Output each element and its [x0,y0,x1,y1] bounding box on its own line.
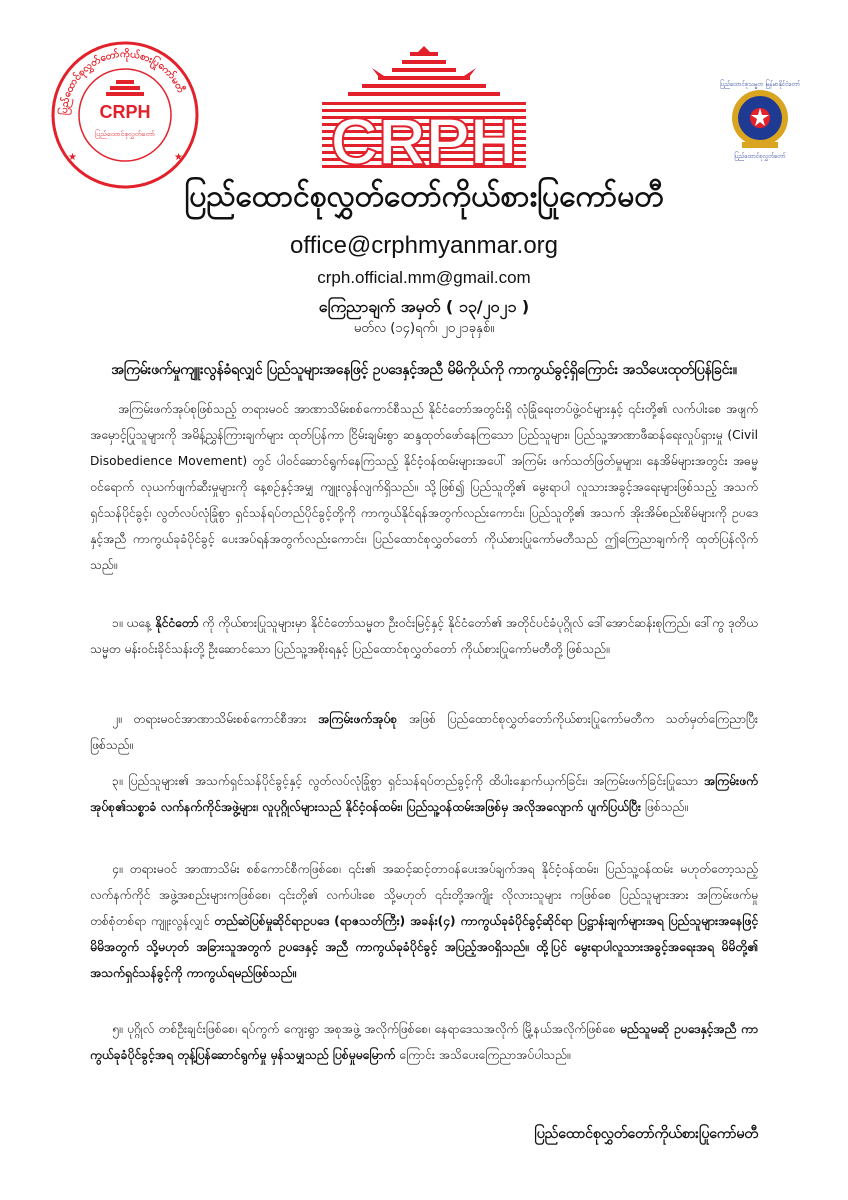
paragraph-3-bold: အကြမ်းဖက်အုပ်စု၏သစ္စာခံ လက်နက်ကိုင်အဖွဲ့များ၊ လူပုဂ္ဂိုလ်များသည် နိုင်ငံ့ဝန်ထမ်း၊ ပြည်သူ့ဝန်ထမ်းအဖြစ်မှ အလိုအလျောက် ပျက်ပြယ်ပြီး [90,774,758,814]
paragraph-4 [90,856,758,986]
emblem-graphic [712,78,808,162]
paragraph-5-bold: မည်သူမဆို ဥပဒေနှင့်အညီ ကာကွယ်ခုခံပိုင်ခွင့်အရ တုန့်ပြန်ဆောင်ရွက်မှု မှန်သမျှသည် ပြစ်မှုမမြောက် [90,1022,758,1062]
signature-block: ပြည်ထောင်စုလွှတ်တော်ကိုယ်စားပြုကော်မတီ [534,1126,758,1142]
paragraph-1-bold: နိုင်ငံတော် [155,616,199,630]
paragraph-4-bold: တည်ဆဲပြစ်မှုဆိုင်ရာဥပဒေ (ရာဇသတ်ကြီး) အခန်း(၄) ကာကွယ်ခုခံပိုင်ခွင့်ဆိုင်ရာ ပြဋ္ဌာန်းချက်များအရ ပြည်သူများအနေဖြင့် မိမိအတွက် သို့မဟုတ် အခြားသူအတွက် ဥပဒေနှင့် အညီ ကာကွယ်ခုခံပိုင်ခွင့် အပြည့်အဝရှိသည်။ ထို့ပြင် မွေးရာပါလူသားအခွင့်အရေးအရ မိမိတို့၏ အသက်ရှင်သန်ခွင့်ကို ကာကွယ်ရမည်ဖြစ်သည်။ [90,914,758,980]
svg-text:★: ★ [174,152,183,163]
committee-seal [50,40,200,190]
notice-number: ကြေညာချက် အမှတ် ( ၁၃/၂၀၂၁ ) [318,297,530,316]
paragraph-2 [90,706,758,758]
primary-email[interactable]: office@crphmyanmar.org [289,232,559,259]
emblem-bottom-text: ပြည်ထောင်စုလွှတ်တော် [734,153,786,160]
paragraph-1 [90,610,758,662]
organization-name: ပြည်ထောင်စုလွှတ်တော်ကိုယ်စားပြုကော်မတီ [184,179,664,214]
paragraph-1-part-a: ၁။ ယနေ့ [112,616,156,630]
paragraph-1-part-c: ကို ကိုယ်စားပြုသူများမှာ နိုင်ငံတော်သမ္မတ ဦးဝင်းမြင့်နှင့် နိုင်ငံတော်၏ အတိုင်ပင်ခံပုဂ္ဂိုလ် ဒေါ်အောင်ဆန်းစုကြည်၊ ဒေါ်ကွ ဒုတိယသမ္မတ မန်းဝင်းခိုင်သန်းတို့ ဦးဆောင်သော ပြည်သူ့အစိုးရနှင့် ပြည်ထောင်စုလွှတ်တော် ကိုယ်စားပြုကော်မတီတို့ ဖြစ်သည်။ [90,616,758,656]
paragraph-3-part-a: ၃။ ပြည်သူများ၏ အသက်ရှင်သန်ပိုင်ခွင့်နှင့် လွတ်လပ်လုံခြုံစွာ ရှင်သန်ရပ်တည်ခွင့်ကို ထိပါးနှောက်ယှက်ခြင်း၊ အကြမ်းဖက်ခြင်းပြုသော [112,774,704,788]
paragraph-5 [90,1016,758,1068]
parliament-emblem [712,78,808,162]
paragraph-2-part-c: အဖြစ် ပြည်ထောင်စုလွှတ်တော်ကိုယ်စားပြုကော်မတီက သတ်မှတ်ကြေညာပြီး ဖြစ်သည်။ [90,712,759,752]
crph-logo-text: CRPH [330,104,518,174]
seal-logo-text: CRPH [99,102,151,122]
emblem-top-text: ပြည်ထောင်စုသမ္မတ မြန်မာနိုင်ငံတော် [719,81,801,88]
seal-small-text: ပြည်ထောင်စုလွှတ်တော် [94,130,156,138]
paragraph-3-part-c: ဖြစ်သည်။ [640,800,688,814]
svg-text:★: ★ [68,152,77,163]
paragraph-5-part-c: ကြောင်း အသိပေးကြေညာအပ်ပါသည်။ [395,1048,571,1062]
seal-graphic [50,40,200,190]
paragraph-2-bold: အကြမ်းဖက်အုပ်စု [318,712,398,726]
notice-date: မတ်လ (၁၄)ရက်၊ ၂၀၂၁ခုနှစ်။ [353,321,495,336]
crph-logo-graphic [318,46,530,174]
notice-headline: အကြမ်းဖက်မှုကျူးလွန်ခံရလျှင် ပြည်သူများအနေဖြင့် ဥပဒေနှင့်အညီ မိမိကိုယ်ကို ကာကွယ်ခွင့်ရှိကြောင်း အသိပေးထုတ်ပြန်ခြင်း။ [111,362,737,378]
paragraph-4-part-a: ၄။ တရားမဝင် အာဏာသိမ်း စစ်ကောင်စီကဖြစ်စေ၊ ၎င်း၏ အဆင့်ဆင့်တာဝန်ပေးအပ်ချက်အရ နိုင်ငံ့ဝန်ထမ်း၊ ပြည်သူ့ဝန်ထမ်း မဟုတ်တော့သည့် လက်နက်ကိုင် အဖွဲ့အစည်းများကဖြစ်စေ၊ ၎င်းတို့၏ လက်ပါးစေ သို့မဟုတ် ၎င်းတို့အကျိုး လိုလားသူများ ကဖြစ်စေ ပြည်သူများအား အကြမ်းဖက်မှု တစ်စုံတစ်ရာ ကျူးလွန်လျှင် [90,862,758,928]
crph-logo [318,46,530,174]
paragraph-2-part-a: ၂။ တရားမဝင်အာဏာသိမ်းစစ်ကောင်စီအား [112,712,319,726]
intro-paragraph: အကြမ်းဖက်အုပ်စုဖြစ်သည့် တရားမဝင် အာဏာသိမ်းစစ်ကောင်စီသည် နိုင်ငံတော်အတွင်းရှိ လုံခြုံရေးတပ်ဖွဲ့ဝင်များနှင့် ၎င်းတို့၏ လက်ပါးစေ အဖျက်အမှောင့်ပြုသူများကို အမိန့်ညွှန်ကြားချက်များ ထုတ်ပြန်ကာ ငြိမ်းချမ်းစွာ ဆန္ဒထုတ်ဖော်နေကြသော ပြည်သူများ၊ ပြည်သူ့အာဏာဖီဆန်ရေးလှုပ်ရှားမှု (Civil Disobedience Movement) တွင် ပါဝင်ဆောင်ရွက်နေကြသည့် နိုင်ငံ့ဝန်ထမ်းများအပေါ် အကြမ်း ဖက်သတ်ဖြတ်မှုများ၊ နေအိမ်များအတွင်း အဓမ္မဝင်ရောက် လုယက်ဖျက်ဆီးမှုများကို နေ့စဉ်နှင့်အမျှ ကျူးလွန်လျက်ရှိသည်။ သို့ဖြစ်၍ ပြည်သူတို့၏ မွေးရာပါ လူသားအခွင့်အရေးများဖြစ်သည့် အသက်ရှင်သန်ပိုင်ခွင့်၊ လွတ်လပ်လုံခြုံစွာ ရှင်သန်ရပ်တည်ပိုင်ခွင့်တို့ကို ကာကွယ်နိုင်ရန်အတွက်လည်းကောင်း၊ ပြည်သူတို့၏ အသက် အိုးအိမ်စည်းစိမ်များကို ဥပဒေနှင့်အညီ ကာကွယ်ခုခံပိုင်ခွင့် ပေးအပ်ရန်အတွက်လည်းကောင်း၊ ပြည်ထောင်စုလွှတ်တော် ကိုယ်စားပြုကော်မတီသည် ဤကြေညာချက်ကို ထုတ်ပြန်လိုက်သည်။ [90,402,758,572]
seal-ring-text: ပြည်ထောင်စုလွှတ်တော်ကိုယ်စားပြုကော်မတီ [58,48,187,116]
paragraph-5-part-a: ၅။ ပုဂ္ဂိုလ် တစ်ဦးချင်းဖြစ်စေ၊ ရပ်ကွက် ကျေးရွာ အစုအဖွဲ့ အလိုက်ဖြစ်စေ၊ နေရာဒေသအလိုက် မြို့နယ်အလိုက်ဖြစ်စေ [112,1022,620,1036]
secondary-email[interactable]: crph.official.mm@gmail.com [317,268,531,287]
paragraph-3 [90,768,758,820]
